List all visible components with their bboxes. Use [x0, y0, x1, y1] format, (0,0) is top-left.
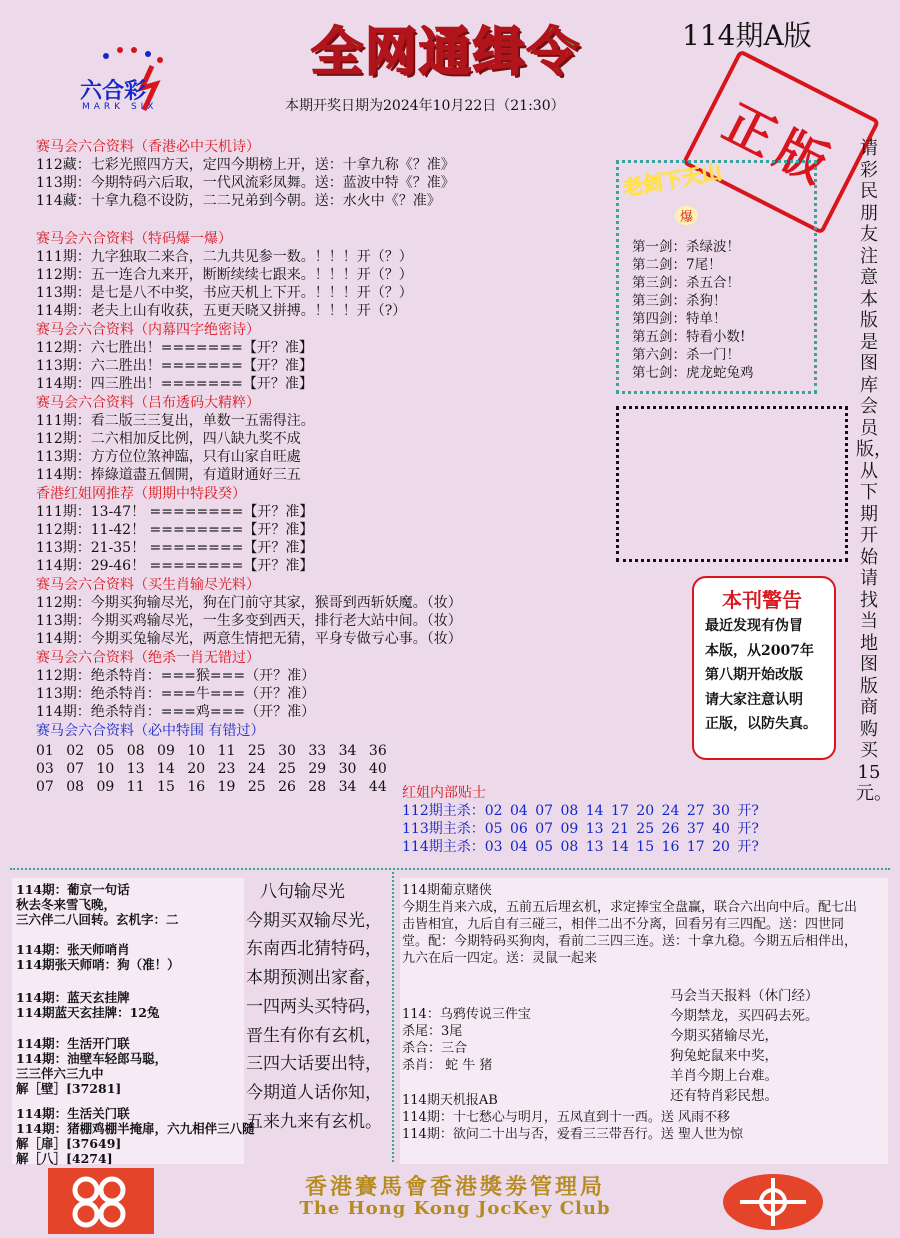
horse-line: 今期买猪输尽光，	[670, 1028, 778, 1044]
block-line: 三六伴二八回转。玄机字：二	[16, 912, 179, 927]
poem-column	[246, 878, 386, 1136]
hongjie-tips	[402, 784, 759, 856]
crow-line: 杀尾：3尾	[402, 1024, 463, 1039]
gamble-text: 今期生肖来六成，五前五后埋玄机，求定捧宝全盘赢，联合六出向中后。配七出击皆相宜，九后自有三碰三，相伴二出不分离，回看另有三四配。送：四世同堂。配：今期特码买狗肉，看前二三四三连。送：十拿九稳。今期五后相伴出，九六在后一四定。送：灵鼠一起来	[402, 900, 858, 966]
warning-line: 最近发现有伪冒	[705, 618, 803, 634]
poem-line: 五来九来有玄机。	[246, 1111, 382, 1132]
block-tianshi	[16, 942, 180, 972]
section-poem	[36, 138, 455, 210]
section-heading: 赛马会六合资料（绝杀一肖无错过）	[36, 650, 260, 666]
section-special-range	[36, 722, 387, 796]
list-item: 111期：13-47！ ========【开？准】	[36, 504, 314, 520]
list-item: 第二剑：7尾！	[632, 257, 722, 273]
section-heading: 赛马会六合资料（香港必中天机诗）	[36, 139, 260, 155]
gamble-block	[402, 882, 862, 967]
gamble-title: 114期葡京赌侠	[402, 883, 492, 898]
crow-block	[402, 1006, 531, 1074]
block-line: 114期：猪棚鸡棚半掩扉，六九相伴三八随	[16, 1121, 255, 1136]
number-row: 01 02 05 08 09 10 11 25 30 33 34 36	[36, 743, 387, 759]
list-item: 113期：六二胜出！=======【开？准】	[36, 358, 313, 374]
list-item: 114期：捧綠道盡五個開，有道財通好三五	[36, 467, 301, 483]
sword-title: 老剑下天山	[620, 159, 724, 201]
number-row: 07 08 09 11 15 16 19 25 26 28 34 44	[36, 779, 387, 795]
list-item: 112期主杀：02 04 07 08 14 17 20 24 27 30 开?	[402, 803, 759, 819]
horse-line: 今期禁龙，买四码去死。	[670, 1008, 819, 1024]
poem-line: 一四两头买特码，	[246, 996, 382, 1017]
block-line: 114期：张天师哨肖	[16, 942, 130, 957]
sword-list	[632, 238, 754, 382]
jockey-club-logo	[720, 1172, 826, 1232]
section-divider	[10, 868, 890, 870]
block-line: 解［八］[4274]	[16, 1151, 113, 1166]
block-line: 114期蓝天玄挂牌：12兔	[16, 1005, 160, 1020]
block-line: 114期：葡京一句话	[16, 882, 130, 897]
list-item: 112期：11-42！ ========【开？准】	[36, 522, 314, 538]
warning-line: 第八期开始改版	[705, 667, 803, 683]
list-item: 114期主杀：03 04 05 08 13 14 15 16 17 20 开?	[402, 839, 759, 855]
list-item: 112期：二六相加反比例，四八缺九奖不成	[36, 431, 301, 447]
block-line: 114期张天师哨：狗（准！）	[16, 957, 180, 972]
logo-en: MARK SIX	[82, 102, 158, 112]
list-item: 第一剑：杀绿波！	[632, 239, 740, 255]
list-item: 113期：今期特码六后取，一代风流彩凤舞。送：蓝波中特《？准》	[36, 175, 455, 191]
block-line: 解［壁］[37281]	[16, 1081, 122, 1096]
poem-line: 今期买双输尽光，	[246, 910, 382, 931]
stamp-text: 正版	[714, 93, 845, 198]
lottery-logo	[48, 1168, 154, 1234]
section-heading: 香港红姐网推荐（期期中特段癸）	[36, 486, 246, 502]
poem-line: 东南西北猜特码，	[246, 939, 382, 960]
hongjie-title: 红姐内部贴士	[402, 785, 486, 801]
section-heading: 赛马会六合资料（内幕四字绝密诗）	[36, 322, 260, 338]
crow-line: 杀合：三合	[402, 1041, 468, 1056]
block-line: 秋去冬来雪飞晚，	[16, 897, 117, 912]
section-zodiac-lose	[36, 576, 462, 648]
tianji-line: 114期天机报AB	[402, 1093, 498, 1108]
list-item: 111期：看二版三三复出，单数一五需得注。	[36, 413, 315, 429]
block-line: 114期：生活关门联	[16, 1106, 130, 1121]
list-item: 113期：是七是八不中奖，书应天机上下开。！！！开（？）	[36, 285, 413, 301]
horse-report	[670, 986, 819, 1106]
list-item: 114期：今期买兔输尽光，两意生情把无猜，平身专做亏心事。（妆）	[36, 631, 462, 647]
tianji-line: 114期：欲问二十出与否，爱看三三带吾行。送 聖人世为惊	[402, 1127, 743, 1142]
list-item: 114期：四三胜出！=======【开？准】	[36, 376, 313, 392]
footer-en: The Hong Kong JocKey Club	[299, 1198, 611, 1219]
block-close-couplet	[16, 1106, 255, 1166]
logo-cn: 六合彩	[80, 79, 147, 104]
list-item: 114期：老夫上山有收获，五更天晓又拼搏。！！！开（?）	[36, 303, 407, 319]
bottom-left-panel	[12, 878, 255, 1166]
block-putao	[16, 882, 179, 927]
list-item: 113期：21-35！ ========【开？准】	[36, 540, 314, 556]
section-heading: 赛马会六合资料（吕布透码大精粹）	[36, 395, 260, 411]
list-item: 第五剑：特看小数!	[632, 329, 746, 345]
list-item: 112藏：七彩光照四方天，定四今期榜上开，送：十拿九称《？准》	[36, 157, 455, 173]
list-item: 114期：绝杀特肖：===鸡===（开？准）	[36, 704, 316, 720]
list-item: 113期：方方位位煞神臨，只有山家自旺處	[36, 449, 301, 465]
list-item: 第七剑：虎龙蛇兔鸡	[632, 365, 754, 381]
block-open-couplet	[16, 1036, 167, 1096]
list-item: 第三剑：杀狗！	[632, 293, 727, 309]
sword-badge: 爆	[675, 206, 698, 225]
section-hongjie-recommend	[36, 485, 313, 575]
horse-line: 还有特肖彩民想。	[670, 1088, 778, 1104]
horse-line: 马会当天报料（休门经）	[670, 988, 819, 1004]
list-item: 第三剑：杀五合！	[632, 275, 740, 291]
poem-title: 八句输尽光	[260, 882, 345, 902]
poem-line: 晋生有你有玄机，	[246, 1025, 382, 1046]
list-item: 113期：绝杀特肖：===牛===（开？准）	[36, 686, 316, 702]
crow-line: 杀肖： 蛇 牛 猪	[402, 1058, 493, 1073]
warning-body	[705, 614, 827, 737]
section-heading: 赛马会六合资料（买生肖输尽光料）	[36, 577, 260, 593]
draw-date: 本期开奖日期为2024年10月22日（21:30）	[285, 98, 565, 114]
list-item: 112期：今期买狗输尽光，狗在门前守其家，猴哥到西斩妖魔。（妆）	[36, 595, 462, 611]
list-item: 114藏：十拿九稳不设防，二二兄弟到今朝。送：水火中《？准》	[36, 193, 441, 209]
section-lvbu	[36, 394, 315, 484]
section-kill-zodiac	[36, 649, 315, 721]
section-special-burst	[36, 230, 413, 320]
side-note: 请彩民朋友注意本版是图库会员版，从下期开始请找当地图版商购买15元。	[856, 138, 892, 804]
warning-title: 本刊警告	[722, 588, 802, 612]
horse-line: 狗兔蛇鼠来中奖，	[670, 1048, 778, 1064]
list-item: 114期：29-46！ ========【开？准】	[36, 558, 314, 574]
list-item: 111期：九字独取二来合，二九共见参一数。！！！开（？）	[36, 249, 413, 265]
list-item: 第六剑：杀一门！	[632, 347, 740, 363]
tianji-line: 114期：十七愁心与明月，五凤直到十一西。送 风雨不移	[402, 1110, 730, 1125]
block-line: 114期：蓝天玄挂牌	[16, 990, 130, 1005]
list-item: 113期主杀：05 06 07 09 13 21 25 26 37 40 开?	[402, 821, 759, 837]
page-title: 全网通缉令	[310, 22, 581, 83]
warning-line: 本版，从2007年	[705, 642, 814, 659]
block-line: 三三伴六三九中	[16, 1066, 104, 1081]
poem-line: 本期预测出家畜，	[246, 968, 382, 989]
mark-six-logo	[76, 44, 188, 120]
block-line: 解［扉］[37649]	[16, 1136, 122, 1151]
section-heading: 赛马会六合资料（特码爆一爆）	[36, 231, 232, 247]
list-item: 112期：六七胜出！=======【开？准】	[36, 340, 313, 356]
number-row: 03 07 10 13 14 20 23 24 25 29 30 40	[36, 761, 387, 777]
column-divider	[392, 872, 394, 1162]
edition-label: 114期A版	[682, 19, 812, 52]
block-line: 114期：油壁车轻郎马聪，	[16, 1051, 168, 1066]
footer-cn: 香港賽馬會香港獎劵管理局	[304, 1174, 605, 1200]
poem-line: 今期道人话你知，	[246, 1082, 382, 1103]
list-item: 112期：五一连合九来开，断断续续七跟来。！！！开（？）	[36, 267, 413, 283]
horse-line: 羊肖今期上台难。	[670, 1068, 778, 1084]
crow-line: 114：乌鸦传说三件宝	[402, 1007, 531, 1022]
block-lantian	[16, 990, 160, 1020]
warning-line: 请大家注意认明	[705, 691, 803, 708]
section-heading: 赛马会六合资料（必中特围 有错过）	[36, 723, 265, 739]
empty-ad-box	[616, 406, 848, 562]
list-item: 112期：绝杀特肖：===猴===（开？准）	[36, 668, 316, 684]
section-four-char	[36, 321, 313, 393]
warning-line: 正版，以防失真。	[705, 716, 817, 732]
list-item: 113期：今期买鸡输尽光，一生多变到西天，排行老大站中间。（妆）	[36, 613, 462, 629]
poem-line: 三四大话要出特，	[246, 1054, 382, 1075]
block-line: 114期：生活开门联	[16, 1036, 130, 1051]
list-item: 第四剑：特单！	[632, 311, 727, 327]
